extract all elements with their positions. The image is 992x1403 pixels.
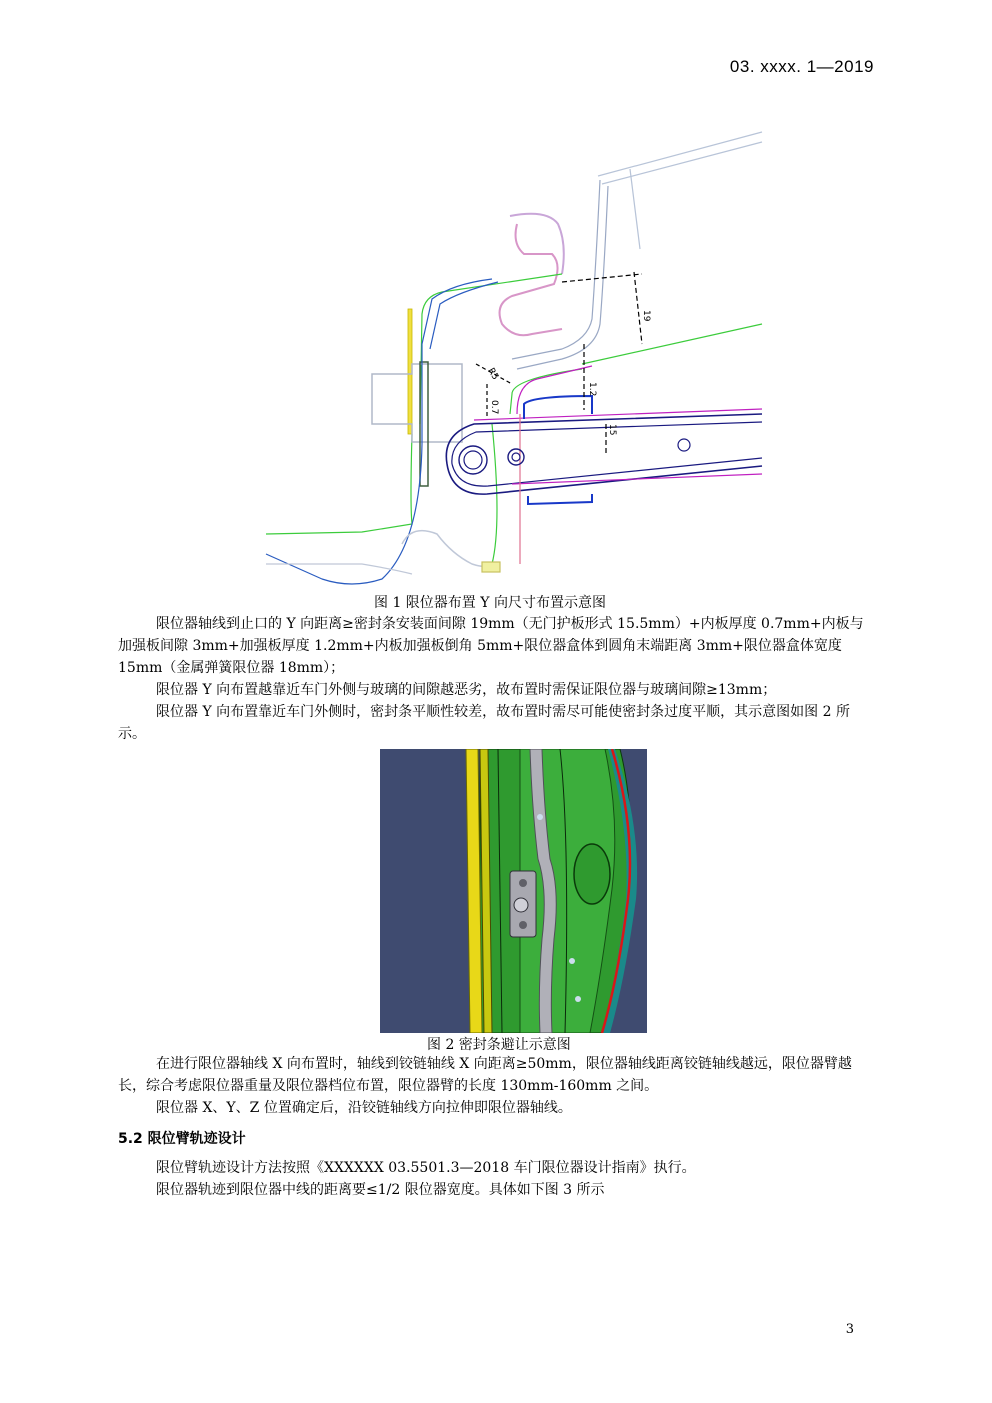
- paragraph: 限位器轴线到止口的 Y 向距离≥密封条安装面间隙 19mm（无门护板形式 15.5mm）+内板厚度 0.7mm+内板与加强板间隙 3mm+加强板厚度 1.2mm+内板加强板倒角 5mm+限位器盒体到圆角末端距离 3mm+限位器盒体宽度 15mm（金属弹簧限位器 18mm）；: [118, 616, 864, 676]
- section-heading: 5.2 限位臂轨迹设计: [118, 1131, 246, 1147]
- dim-label-19: 19: [641, 310, 651, 322]
- figure-1-caption: 图 1 限位器布置 Y 向尺寸布置示意图: [374, 595, 606, 611]
- document-code: 03. xxxx. 1—2019: [729, 57, 874, 76]
- figure-2-render: [380, 749, 647, 1033]
- dim-label-r5: R5: [485, 366, 501, 382]
- page-number: 3: [845, 1322, 854, 1337]
- paragraph: 限位器轨迹到限位器中线的距离要≤1/2 限位器宽度。具体如下图 3 所示: [156, 1182, 605, 1198]
- paragraph: 在进行限位器轴线 X 向布置时，轴线到铰链轴线 X 向距离≥50mm，限位器轴线距离铰链轴线越远，限位器臂越长，综合考虑限位器重量及限位器档位布置，限位器臂的长度 130mm-160mm 之间。: [118, 1056, 852, 1094]
- paragraph: 限位臂轨迹设计方法按照《XXXXXX 03.5501.3—2018 车门限位器设计指南》执行。: [156, 1160, 696, 1176]
- paragraph-block-3: [118, 1157, 868, 1201]
- paragraph: 限位器 Y 向布置越靠近车门外侧与玻璃的间隙越恶劣，故布置时需保证限位器与玻璃间隙≥13mm；: [156, 682, 777, 698]
- paragraph: 限位器 Y 向布置靠近车门外侧时，密封条平顺性较差，故布置时需尽可能使密封条过度平顺，其示意图如图 2 所示。: [118, 704, 850, 742]
- figure-1-drawing: [262, 124, 768, 592]
- dim-label-15: 15: [607, 424, 617, 436]
- paragraph-block-2: [118, 1053, 868, 1119]
- paragraph: 限位器 X、Y、Z 位置确定后，沿铰链轴线方向拉伸即限位器轴线。: [156, 1100, 572, 1116]
- paragraph-block-1: [118, 613, 868, 745]
- dim-label-0-7: 0.7: [489, 400, 499, 415]
- dim-label-1-2: 1.2: [587, 382, 597, 397]
- figure-2-caption: 图 2 密封条避让示意图: [427, 1037, 571, 1053]
